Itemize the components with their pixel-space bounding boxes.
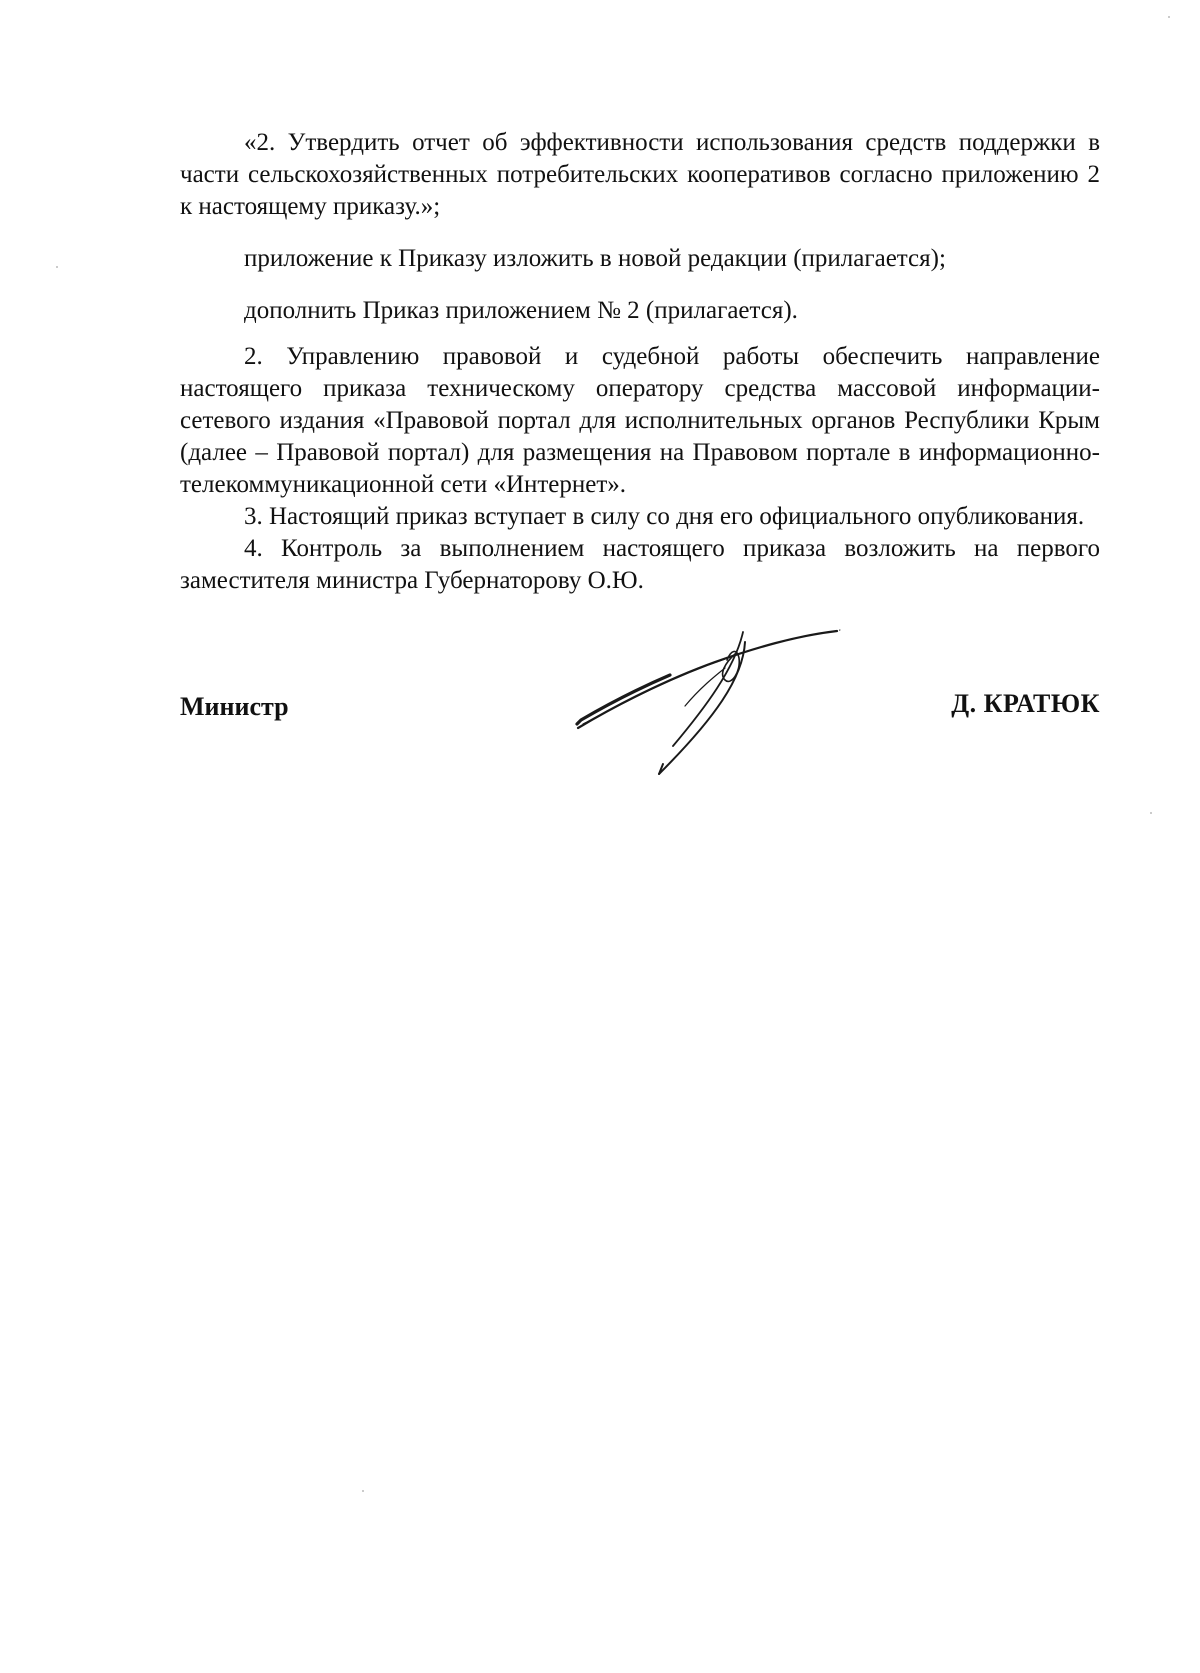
handwritten-signature (575, 628, 875, 798)
paragraph-point-4-control: 4. Контроль за выполнением настоящего приказа возложить на первого заместителя министра Губернаторову О.Ю. (180, 535, 1100, 594)
scan-speck (1168, 16, 1170, 18)
scan-speck (362, 1490, 364, 1492)
paragraph-point-3-effective: 3. Настоящий приказ вступает в силу со дня его официального опубликования. (244, 503, 1085, 530)
signer-name: Д. КРАТЮК (951, 689, 1100, 718)
scan-speck (1150, 812, 1152, 814)
document-body (180, 127, 1100, 597)
paragraph-add-appendix-2: дополнить Приказ приложением № 2 (прилагается). (244, 297, 798, 324)
paragraph-point-2-publication: 2. Управлению правовой и судебной работы обеспечить направление настоящего приказа техническому оператору средства массовой информации-сетевого издания «Правовой портал для исполнительных органов Республики Крым (далее – Правовой портал) для размещения на Правовом портале в информационно-телекоммуникационной сети «Интернет». (180, 343, 1100, 498)
signer-position: Министр (180, 692, 289, 721)
paragraph-appendix-new-edition: приложение к Приказу изложить в новой редакции (прилагается); (244, 245, 946, 272)
paragraph-amendment-point-2: «2. Утвердить отчет об эффективности использования средств поддержки в части сельскохозяйственных потребительских кооперативов согласно приложению 2 к настоящему приказу.»; (180, 129, 1100, 220)
scan-speck (56, 266, 58, 268)
